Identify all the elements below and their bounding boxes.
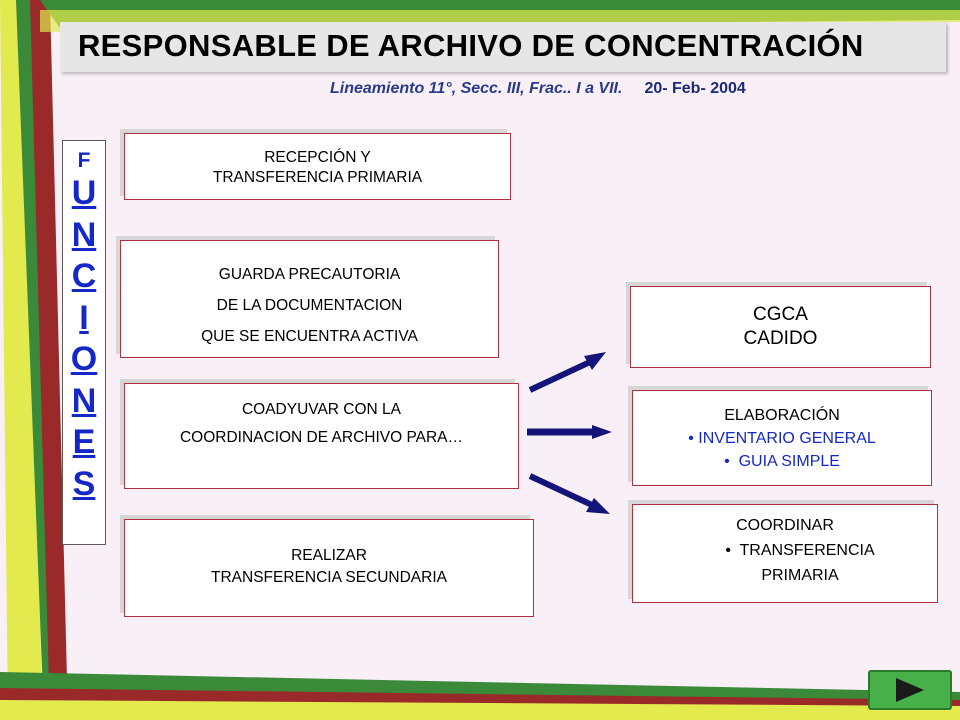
target-line: CADIDO — [743, 328, 818, 349]
function-line: REALIZAR — [291, 547, 367, 564]
target-item-text: INVENTARIO GENERAL — [698, 430, 876, 447]
vertical-letter: U — [71, 174, 97, 212]
vertical-letter: N — [71, 215, 97, 254]
function-line: COORDINACION DE ARCHIVO PARA… — [179, 429, 464, 446]
target-box-elaboracion — [632, 390, 932, 486]
vertical-letter: S — [72, 464, 96, 503]
function-line: TRANSFERENCIA SECUNDARIA — [211, 569, 447, 586]
arrow-up-right-icon — [530, 352, 606, 390]
target-bullet-item: • INVENTARIO GENERAL — [688, 430, 876, 447]
vertical-letter: F — [77, 149, 91, 172]
vertical-letter: C — [71, 257, 97, 295]
next-slide-button[interactable] — [868, 670, 952, 710]
target-heading: ELABORACIÓN — [724, 407, 840, 424]
play-next-icon — [896, 678, 924, 702]
function-line: DE LA DOCUMENTACION — [216, 297, 403, 314]
function-line: COADYUVAR CON LA — [241, 401, 402, 418]
vertical-letter: E — [72, 423, 96, 461]
page-title: RESPONSABLE DE ARCHIVO DE CONCENTRACIÓN — [78, 28, 864, 63]
vertical-letter: N — [71, 381, 97, 420]
function-line: TRANSFERENCIA PRIMARIA — [212, 169, 423, 186]
function-line: RECEPCIÓN Y — [264, 149, 371, 166]
subtitle-date: 20- Feb- 2004 — [644, 80, 746, 97]
target-box-coordinar — [632, 504, 938, 603]
target-bullet-item: • TRANSFERENCIA PRIMARIA — [725, 542, 875, 584]
target-heading: COORDINAR — [736, 517, 834, 534]
target-line: CGCA — [753, 304, 808, 325]
function-line: QUE SE ENCUENTRA ACTIVA — [201, 328, 418, 345]
vertical-letter: O — [70, 340, 98, 378]
target-item-text: TRANSFERENCIA PRIMARIA — [739, 542, 875, 584]
subtitle-reference: Lineamiento 11°, Secc. III, Frac.. I a VII. — [330, 80, 623, 97]
target-item-text: GUIA SIMPLE — [738, 453, 840, 470]
arrow-right-icon — [527, 425, 612, 439]
function-line: GUARDA PRECAUTORIA — [218, 266, 401, 283]
target-bullet-item: • GUIA SIMPLE — [724, 453, 840, 470]
arrow-down-right-icon — [530, 476, 610, 514]
vertical-letter: I — [79, 298, 89, 337]
target-box-cgca — [630, 286, 931, 368]
